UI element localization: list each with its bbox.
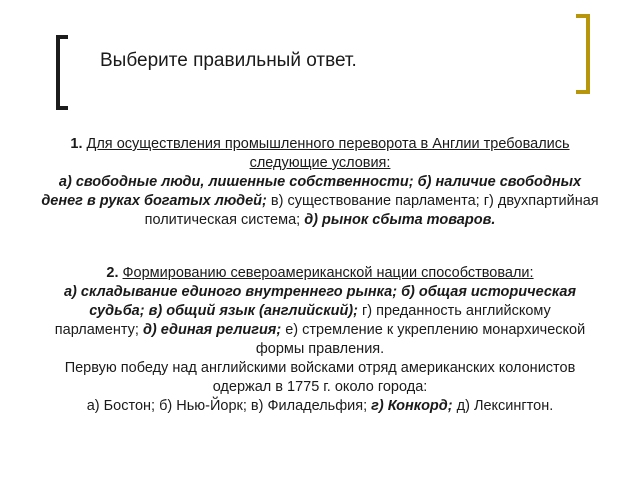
- question-2-options-line2: [10, 302, 630, 321]
- question-1-option-b-end: денег в руках богатых людей;: [41, 193, 267, 209]
- question-2-options-line1: [10, 283, 630, 302]
- question-1-option-c-g: в) существование парламента; г) двухпартийная: [266, 193, 599, 209]
- right-bracket-decoration: [576, 14, 590, 94]
- question-3-options: [10, 397, 630, 416]
- question-3-prompt-line2: [10, 378, 630, 397]
- question-2-prompt: [10, 264, 630, 283]
- question-3-option-d: д) Лексингтон.: [452, 398, 554, 414]
- left-bracket-decoration: [56, 35, 68, 110]
- question-2-option-g: г) преданность английскому: [357, 303, 551, 319]
- question-1-option-d: д) рынок сбыта товаров.: [304, 212, 496, 228]
- question-3-text-part1: Первую победу над английскими войсками отряд американских колонистов: [64, 360, 576, 376]
- page-title: Выберите правильный ответ.: [100, 50, 357, 71]
- question-3-option-g: г) Конкорд;: [371, 398, 453, 414]
- question-1-text-part1: Для осуществления промышленного переворота в Англии требовались: [86, 136, 570, 152]
- question-1-options-line2: [10, 192, 630, 211]
- question-2-option-b-v: судьба; в) общий язык (английский);: [89, 303, 358, 319]
- question-1-options-line1: [10, 173, 630, 192]
- question-2-option-g-end: парламенту;: [54, 322, 139, 338]
- question-1-options-line3: [10, 211, 630, 230]
- question-1-prompt: [10, 135, 630, 154]
- question-1-option-g-end: политическая система;: [144, 212, 301, 228]
- question-3-options-a-v: а) Бостон; б) Нью-Йорк; в) Филадельфия;: [86, 398, 368, 414]
- question-1-prompt-cont: [10, 154, 630, 173]
- question-2-text: Формированию североамериканской нации способствовали:: [122, 265, 534, 281]
- question-2-option-e: е) стремление к укреплению монархической: [281, 322, 586, 338]
- question-2-options-line4: [10, 340, 630, 359]
- question-2-option-e-end: формы правления.: [255, 341, 385, 357]
- question-1-option-a-b: а) свободные люди, лишенные собственности; б) наличие свободных: [58, 174, 582, 190]
- question-2-options-line3: [10, 321, 630, 340]
- question-3-prompt-line1: [10, 359, 630, 378]
- question-2-number: 2.: [106, 265, 119, 281]
- question-2-option-a-b: а) складывание единого внутреннего рынка; б) общая историческая: [63, 284, 577, 300]
- question-1-text-part2: следующие условия:: [249, 155, 391, 171]
- question-2: [10, 264, 630, 416]
- question-1: [10, 135, 630, 230]
- question-1-number: 1.: [70, 136, 83, 152]
- question-2-option-d: д) единая религия;: [142, 322, 282, 338]
- question-3-text-part2: одержал в 1775 г. около города:: [212, 379, 428, 395]
